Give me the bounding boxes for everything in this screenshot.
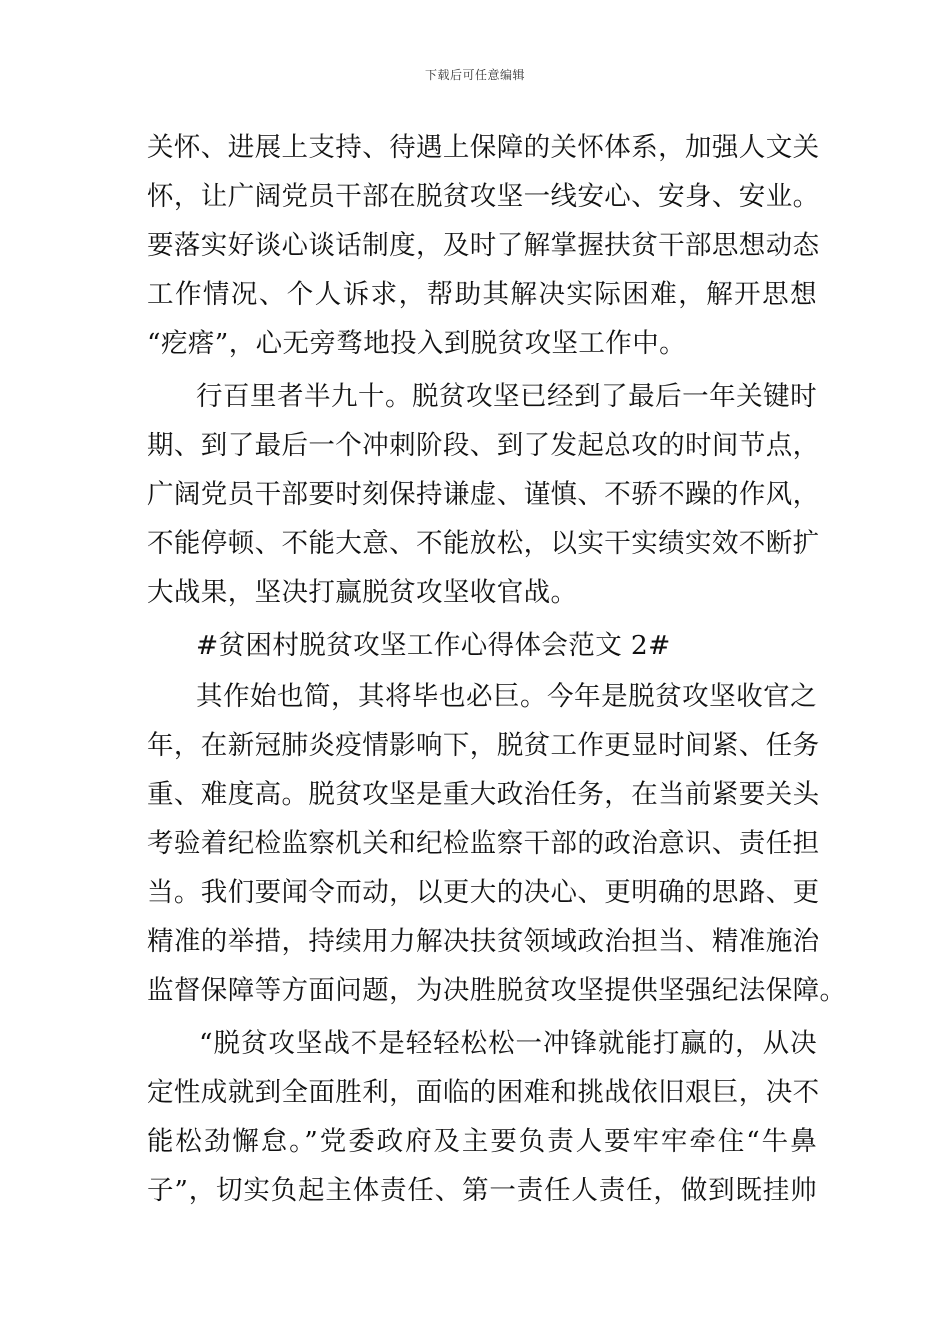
section-heading: #贫困村脱贫攻坚工作心得体会范文 2# — [196, 630, 671, 661]
text-line: 大战果，坚决打赢脱贫攻坚收官战。 — [147, 577, 578, 608]
text-line: 定性成就到全面胜利，面临的困难和挑战依旧艰巨，决不 — [147, 1077, 820, 1108]
text-line: 要落实好谈心谈话制度，及时了解掌握扶贫干部思想动态 — [147, 230, 820, 261]
text-line: 精准的举措，持续用力解决扶贫领域政治担当、精准施治 — [147, 926, 820, 957]
text-line: 子”，切实负起主体责任、第一责任人责任，做到既挂帅 — [147, 1175, 817, 1206]
text-line: 监督保障等方面问题，为决胜脱贫攻坚提供坚强纪法保障。 — [147, 975, 847, 1006]
paragraph-first-line: 行百里者半九十。脱贫攻坚已经到了最后一年关键时 — [196, 381, 817, 412]
page-header: 下载后可任意编辑 — [424, 68, 525, 82]
text-line: “疙瘩”，心无旁骛地投入到脱贫攻坚工作中。 — [147, 328, 686, 359]
paragraph-first-line: 其作始也简，其将毕也必巨。今年是脱贫攻坚收官之 — [196, 681, 817, 712]
text-line: 广阔党员干部要时刻保持谦虚、谨慎、不骄不躁的作风， — [147, 479, 820, 510]
text-line: 怀，让广阔党员干部在脱贫攻坚一线安心、安身、安业。 — [147, 181, 820, 212]
text-line: 不能停顿、不能大意、不能放松，以实干实绩实效不断扩 — [147, 528, 820, 559]
text-line: 工作情况、个人诉求，帮助其解决实际困难，解开思想 — [147, 279, 817, 310]
text-line: 当。我们要闻令而动，以更大的决心、更明确的思路、更 — [147, 877, 820, 908]
text-line: 能松劲懈怠。”党委政府及主要负责人要牢牢牵住“牛鼻 — [147, 1126, 817, 1157]
text-line: 年，在新冠肺炎疫情影响下，脱贫工作更显时间紧、任务 — [147, 730, 820, 761]
text-line: 重、难度高。脱贫攻坚是重大政治任务，在当前紧要关头 — [147, 779, 820, 810]
text-line: 期、到了最后一个冲刺阶段、到了发起总攻的时间节点， — [147, 430, 820, 461]
text-line: 关怀、进展上支持、待遇上保障的关怀体系，加强人文关 — [147, 132, 820, 163]
paragraph-first-line: “脱贫攻坚战不是轻轻松松一冲锋就能打赢的，从决 — [199, 1028, 817, 1059]
text-line: 考验着纪检监察机关和纪检监察干部的政治意识、责任担 — [147, 828, 820, 859]
